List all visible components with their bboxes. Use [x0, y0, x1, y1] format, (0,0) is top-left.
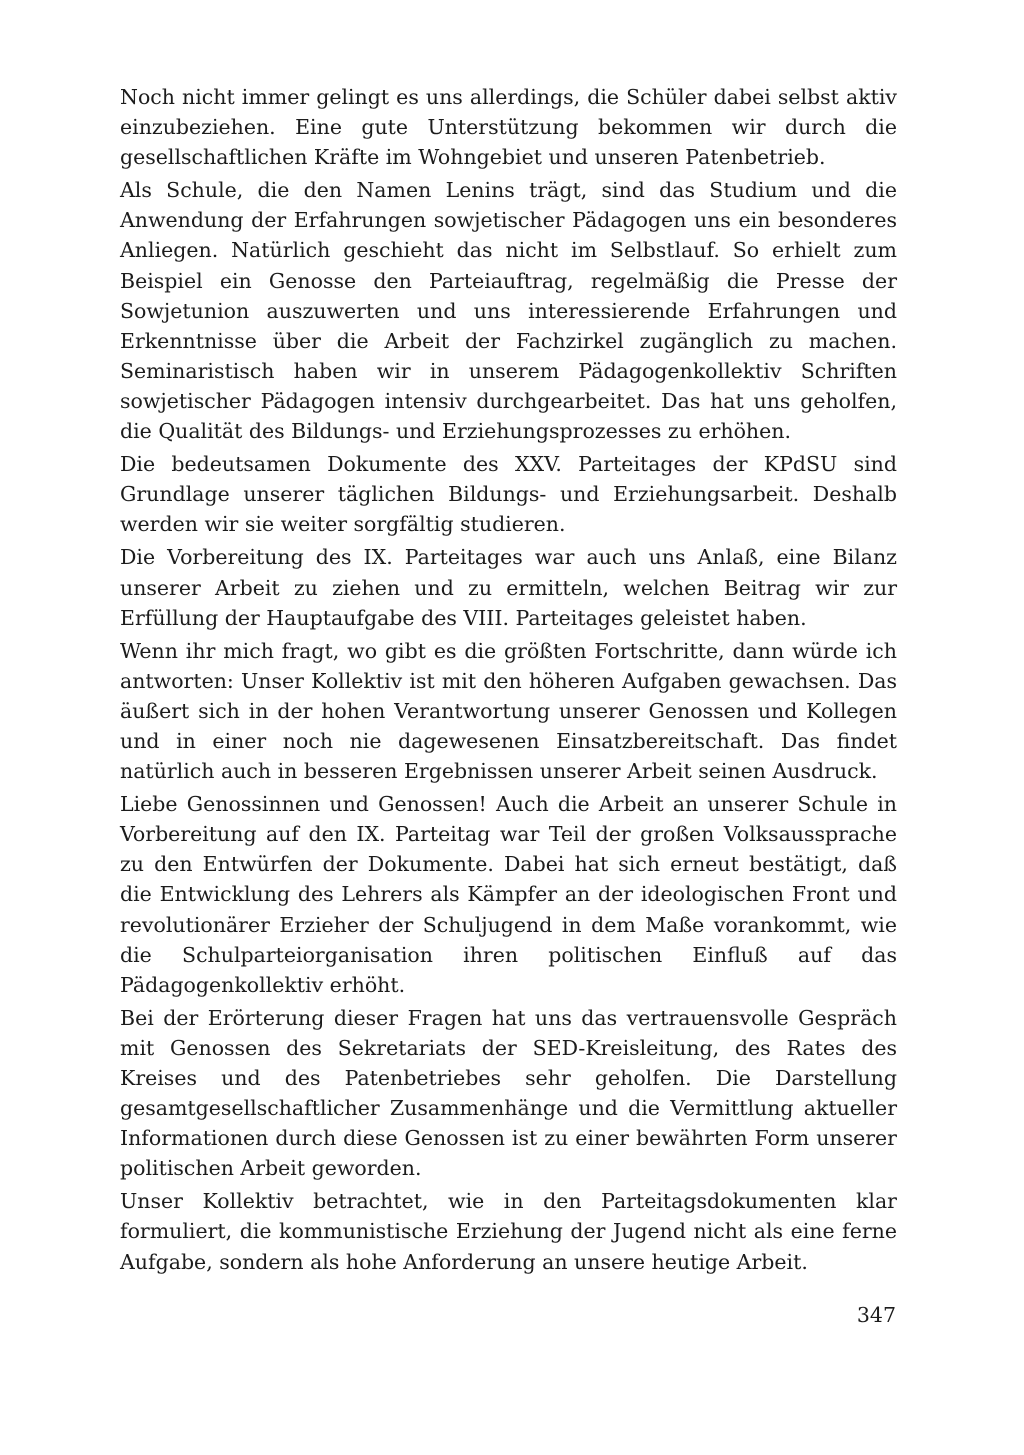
paragraph-1: Noch nicht immer gelingt es uns allerdings, die Schüler dabei selbst aktiv einzubeziehen. Eine gute Unterstützung bekommen wir durch die gesellschaftlichen Kräfte im Wohngebiet und unseren Patenbetrieb.: [120, 85, 897, 170]
page-number: 347: [856, 1303, 896, 1327]
paragraph-7: Bei der Erörterung dieser Fragen hat uns das vertrauensvolle Gespräch mit Genossen des Sekretariats der SED-Kreisleitung, des Rates des Kreises und des Patenbetriebes sehr geholfen. Die Darstellung gesamtgesellschaftlicher Zusammenhänge und die Vermittlung aktueller Informationen durch diese Genossen ist zu einer bewährten Form unserer politischen Arbeit geworden.: [120, 1005, 897, 1181]
paragraph-3: Die bedeutsamen Dokumente des XXV. Parteitages der KPdSU sind Grundlage unserer täglichen Bildungs- und Erziehungsarbeit. Deshalb werden wir sie weiter sorgfältig studieren.: [120, 452, 897, 537]
paragraph-2: Als Schule, die den Namen Lenins trägt, sind das Studium und die Anwendung der Erfahrungen sowjetischer Pädagogen uns ein besonderes Anliegen. Natürlich geschieht das nicht im Selbstlauf. So erhielt zum Beispiel ein Genosse den Parteiauftrag, regelmäßig die Presse der Sowjetunion auszuwerten und uns interessierende Erfahrungen und Erkenntnisse über die Arbeit der Fachzirkel zugänglich zu machen. Seminaristisch haben wir in unserem Pädagogenkollektiv Schriften sowjetischer Pädagogen intensiv durchgearbeitet. Das hat uns geholfen, die Qualität des Bildungs- und Erziehungsprozesses zu erhöhen.: [120, 178, 897, 444]
paragraph-5: Wenn ihr mich fragt, wo gibt es die größten Fortschritte, dann würde ich antworten: Unser Kollektiv ist mit den höheren Aufgaben gewachsen. Das äußert sich in der hohen Verantwortung unserer Genossen und Kollegen und in einer noch nie dagewesenen Einsatzbereitschaft. Das findet natürlich auch in besseren Ergebnissen unserer Arbeit seinen Ausdruck.: [120, 638, 897, 784]
paragraph-6: Liebe Genossinnen und Genossen! Auch die Arbeit an unserer Schule in Vorbereitung auf den IX. Parteitag war Teil der großen Volksaussprache zu den Entwürfen der Dokumente. Dabei hat sich erneut bestätigt, daß die Entwicklung des Lehrers als Kämpfer an der ideologischen Front und revolutionärer Erzieher der Schuljugend in dem Maße vorankommt, wie die Schulparteiorganisation ihren politischen Einfluß auf das Pädagogenkollektiv erhöht.: [120, 792, 897, 997]
paragraph-8: Unser Kollektiv betrachtet, wie in den Parteitagsdokumenten klar formuliert, die kommunistische Erziehung der Jugend nicht als eine ferne Aufgabe, sondern als hohe Anforderung an unsere heutige Arbeit.: [120, 1189, 897, 1274]
body-text: [120, 82, 897, 1280]
paragraph-4: Die Vorbereitung des IX. Parteitages war auch uns Anlaß, eine Bilanz unserer Arbeit zu ziehen und zu ermitteln, welchen Beitrag wir zur Erfüllung der Hauptaufgabe des VIII. Parteitages geleistet haben.: [120, 545, 897, 630]
